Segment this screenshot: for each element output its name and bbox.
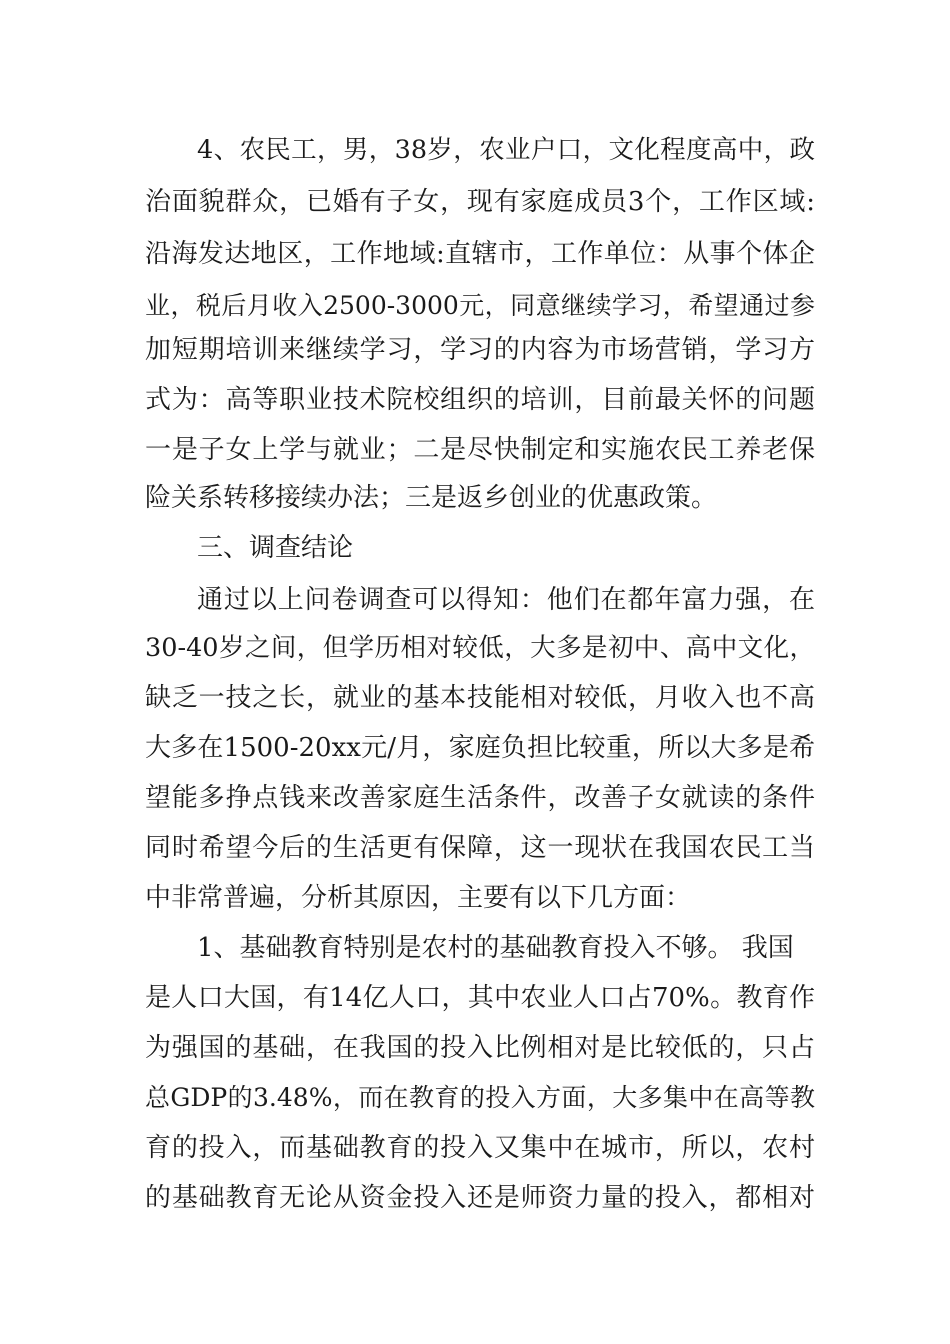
- text-line: 治面貌群众，已婚有子女，现有家庭成员3个，工作区域:: [145, 187, 815, 217]
- text-line: 同时希望今后的生活更有保障，这一现状在我国农民工当: [145, 833, 815, 863]
- text-line: 式为：高等职业技术院校组织的培训，目前最关怀的问题: [145, 385, 815, 415]
- text-line: 一是子女上学与就业；二是尽快制定和实施农民工养老保: [145, 435, 815, 465]
- text-line: 育的投入，而基础教育的投入又集中在城市，所以，农村: [145, 1133, 815, 1163]
- text-line: 中非常普遍，分析其原因，主要有以下几方面：: [145, 883, 692, 913]
- text-line: 险关系转移接续办法；三是返乡创业的优惠政策。: [145, 483, 718, 513]
- text-line: 大多在1500-20xx元/月，家庭负担比较重，所以大多是希: [145, 733, 815, 763]
- text-line: 总GDP的3.48%，而在教育的投入方面，大多集中在高等教: [145, 1083, 815, 1112]
- text-line: 的基础教育无论从资金投入还是师资力量的投入，都相对: [145, 1183, 815, 1213]
- text-line: 业，税后月收入2500-3000元，同意继续学习，希望通过参: [145, 291, 815, 320]
- text-line: 缺乏一技之长，就业的基本技能相对较低，月收入也不高: [145, 683, 815, 713]
- text-line: 望能多挣点钱来改善家庭生活条件，改善子女就读的条件: [145, 783, 815, 813]
- text-line: 30-40岁之间，但学历相对较低，大多是初中、高中文化，: [145, 633, 815, 663]
- text-line: 1、基础教育特别是农村的基础教育投入不够。 我国: [197, 933, 794, 963]
- text-line: 4、农民工，男，38岁，农业户口，文化程度高中，政: [197, 135, 815, 165]
- text-line: 加短期培训来继续学习，学习的内容为市场营销，学习方: [145, 335, 815, 365]
- text-line: 为强国的基础，在我国的投入比例相对是比较低的，只占: [145, 1033, 815, 1063]
- text-line: 沿海发达地区，工作地域:直辖市，工作单位：从事个体企: [145, 239, 815, 269]
- text-line: 是人口大国，有14亿人口，其中农业人口占70%。教育作: [145, 983, 815, 1013]
- section-heading: 三、调查结论: [197, 533, 354, 563]
- text-line: 通过以上问卷调查可以得知：他们在都年富力强，在: [197, 585, 815, 615]
